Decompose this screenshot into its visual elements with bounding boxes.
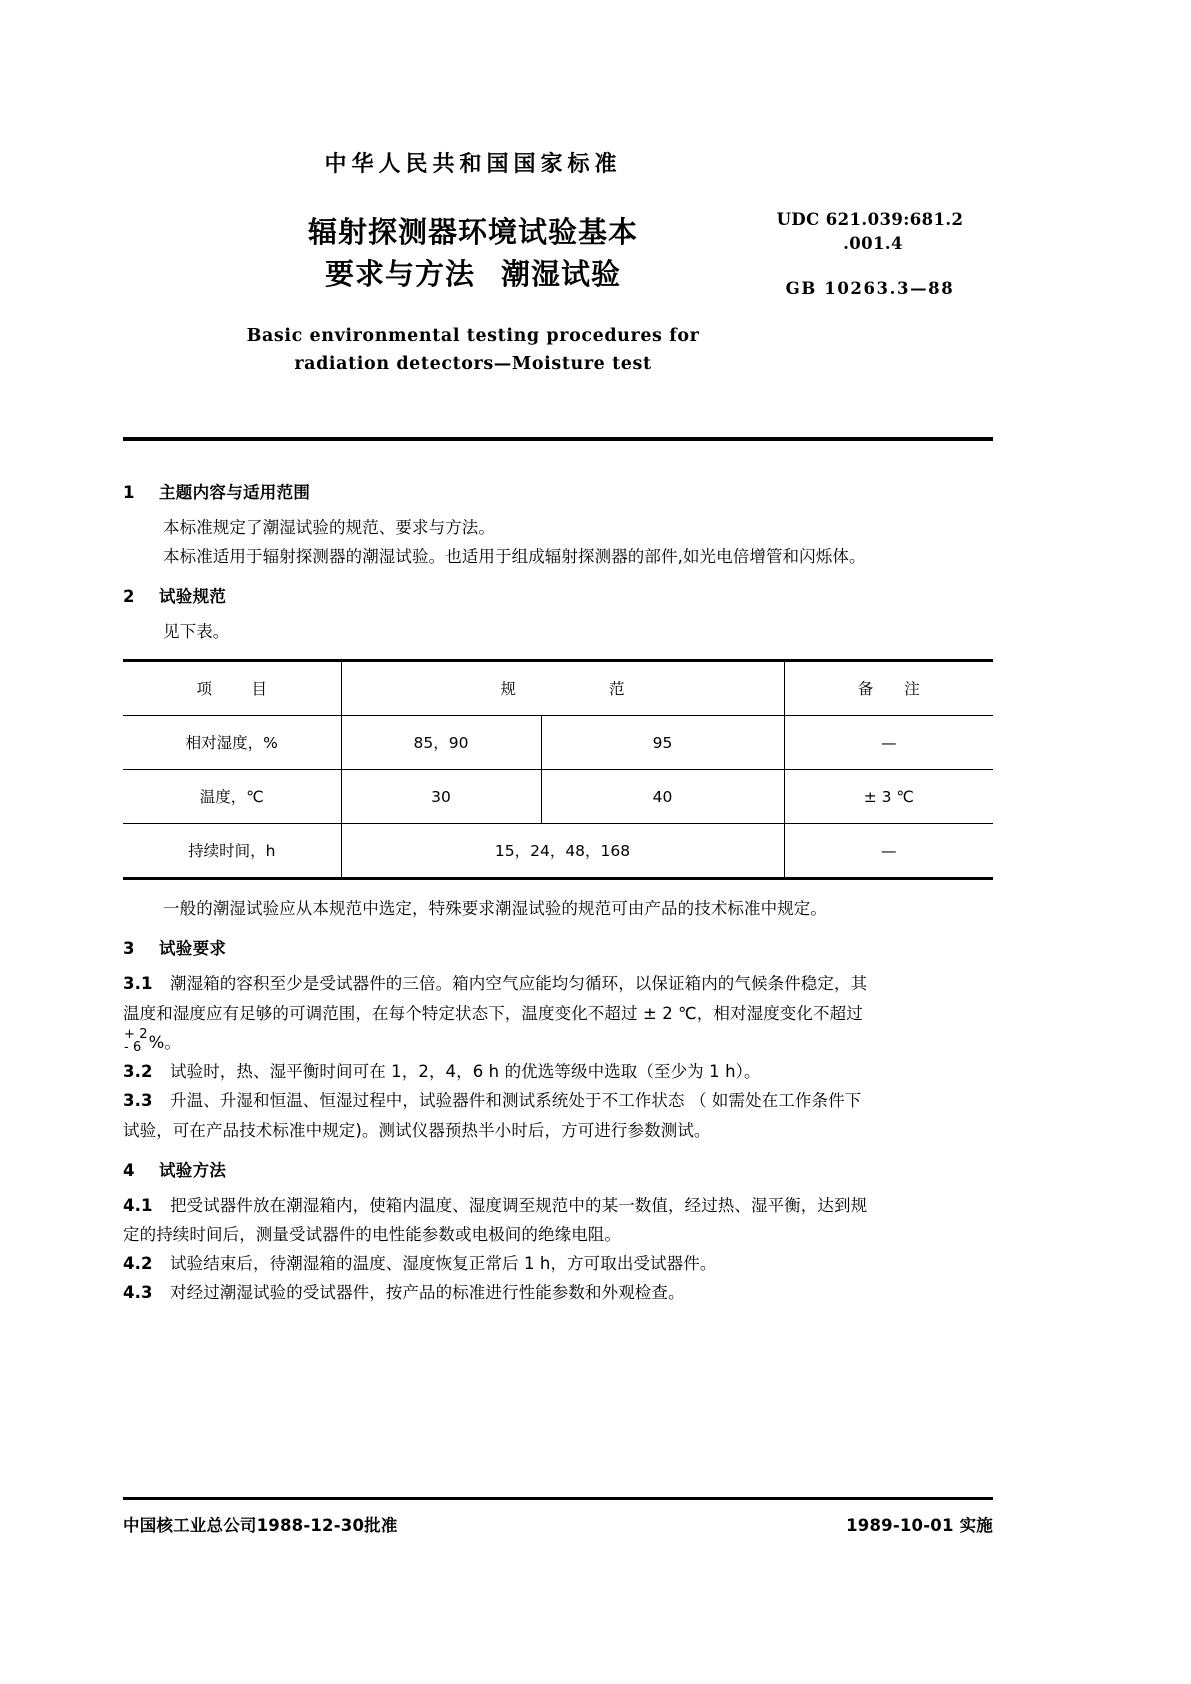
section-4-number: 4 [123, 1160, 135, 1180]
clause-3-1-continued [123, 1001, 993, 1027]
table-header-row [123, 661, 993, 716]
tolerance-fraction [124, 1028, 148, 1054]
table-cell-spec-2: 40 [541, 770, 784, 824]
header-divider-rule [123, 437, 993, 441]
table-cell-item: 相对湿度，% [123, 716, 341, 770]
spacer [123, 1147, 993, 1158]
clause-4-3 [123, 1280, 993, 1306]
table-row [123, 824, 993, 879]
section-2-number: 2 [123, 587, 135, 607]
table-cell-item: 温度，℃ [123, 770, 341, 824]
table-cell-spec-1: 30 [341, 770, 541, 824]
standard-code-block [745, 208, 995, 298]
section-1-paragraph-2: 本标准适用于辐射探测器的潮湿试验。也适用于组成辐射探测器的部件,如光电倍增管和闪烁体。 [163, 547, 866, 567]
table-cell-note: — [784, 824, 993, 879]
table-cell-spec-1: 85，90 [341, 716, 541, 770]
section-2-paragraph-1: 见下表。 [163, 622, 230, 642]
clause-4-1-number: 4.1 [123, 1195, 153, 1215]
section-3-heading [123, 936, 993, 962]
section-2-note: 一般的潮湿试验应从本规范中选定，特殊要求潮湿试验的规范可由产品的技术标准中规定。 [163, 899, 827, 919]
table-header-spec: 规 范 [341, 661, 784, 716]
national-standard-label: 中华人民共和国国家标准 [324, 152, 622, 177]
section-3-number: 3 [123, 939, 135, 959]
section-1-heading [123, 480, 993, 506]
section-2-title: 试验规范 [159, 587, 227, 607]
english-title-line-2: radiation detectors—Moisture test [294, 354, 652, 375]
clause-4-1 [123, 1193, 993, 1219]
section-2-heading [123, 584, 993, 610]
table-cell-item: 持续时间，h [123, 824, 341, 879]
clause-4-1-continued [123, 1222, 993, 1248]
english-title [0, 322, 993, 379]
spacer [123, 880, 993, 896]
section-1-title: 主题内容与适用范围 [159, 483, 311, 502]
clause-3-3-number: 3.3 [123, 1091, 153, 1111]
title-block [123, 152, 993, 378]
udc-line-2: .001.4 [843, 233, 903, 253]
table-cell-spec-2: 95 [541, 716, 784, 770]
table-cell-note: ± 3 ℃ [784, 770, 993, 824]
udc-classification [745, 208, 995, 256]
table-row [123, 770, 993, 824]
spacer [123, 925, 993, 936]
clause-3-1 [123, 971, 993, 997]
clause-3-1-text-a: 潮湿箱的容积至少是受试器件的三倍。箱内空气应能均匀循环，以保证箱内的气候条件稳定，其 [170, 974, 868, 994]
clause-3-2-number: 3.2 [123, 1062, 153, 1082]
table-cell-spec-merged: 15，24，48，168 [341, 824, 784, 879]
table-row [123, 716, 993, 770]
clause-4-2 [123, 1251, 993, 1277]
section-4-heading [123, 1158, 993, 1184]
clause-3-3 [123, 1088, 993, 1114]
gb-standard-number: GB 10263.3—88 [785, 278, 955, 298]
clause-4-3-number: 4.3 [123, 1282, 153, 1302]
title-line-2-part-a: 要求与方法 [324, 256, 475, 291]
footer-divider-rule [123, 1497, 993, 1500]
section-3-title: 试验要求 [159, 939, 227, 959]
clause-4-2-number: 4.2 [123, 1253, 153, 1273]
clause-3-1-tolerance-line [123, 1027, 993, 1057]
clause-3-1-text-c: %。 [148, 1032, 181, 1052]
english-title-line-1: Basic environmental testing procedures for [246, 325, 700, 346]
clause-3-1-number: 3.1 [123, 974, 153, 994]
title-line-1: 辐射探测器环境试验基本 [307, 215, 638, 250]
section-1-number: 1 [123, 483, 135, 502]
clause-3-3-text-a: 升温、升湿和恒温、恒湿过程中，试验器件和测试系统处于不工作状态 （ 如需处在工作条件下 [170, 1091, 862, 1111]
footer-approval: 中国核工业总公司1988-12-30批准 [123, 1516, 398, 1535]
spacer [123, 573, 993, 584]
table-header-note: 备 注 [784, 661, 993, 716]
clause-3-3-text-b: 试验，可在产品技术标准中规定)。测试仪器预热半小时后，方可进行参数测试。 [123, 1120, 711, 1140]
clause-3-2-text: 试验时，热、湿平衡时间可在 1，2，4，6 h 的优选等级中选取（至少为 1 h）。 [170, 1062, 761, 1082]
clause-4-1-text-b: 定的持续时间后，测量受试器件的电性能参数或电极间的绝缘电阻。 [123, 1224, 621, 1244]
clause-4-1-text-a: 把受试器件放在潮湿箱内，使箱内温度、湿度调至规范中的某一数值，经过热、湿平衡，达到规 [170, 1195, 868, 1215]
title-line-2-part-b: 潮湿试验 [501, 256, 622, 291]
clause-3-1-text-b: 温度和湿度应有足够的可调范围，在每个特定状态下，温度变化不超过 ± 2 ℃，相对湿度变化不超过 [123, 1003, 863, 1023]
udc-line-1: UDC 621.039:681.2 [776, 210, 964, 229]
page-content-area [123, 0, 993, 1684]
section-4-title: 试验方法 [159, 1160, 227, 1180]
specification-table [123, 659, 993, 880]
document-body [123, 480, 993, 1309]
footer-implementation: 1989-10-01 实施 [846, 1516, 993, 1535]
clause-3-2 [123, 1059, 993, 1085]
section-1-paragraph-1: 本标准规定了潮湿试验的规范、要求与方法。 [163, 518, 495, 538]
table-header-item: 项 目 [123, 661, 341, 716]
clause-3-3-continued [123, 1118, 993, 1144]
clause-4-3-text: 对经过潮湿试验的受试器件，按产品的标准进行性能参数和外观检查。 [170, 1282, 685, 1302]
tolerance-lower: - 6 [124, 1040, 142, 1056]
table-cell-note: — [784, 716, 993, 770]
tolerance-upper: + 2 [124, 1027, 148, 1043]
clause-4-2-text: 试验结束后，待潮湿箱的温度、湿度恢复正常后 1 h，方可取出受试器件。 [170, 1253, 717, 1273]
